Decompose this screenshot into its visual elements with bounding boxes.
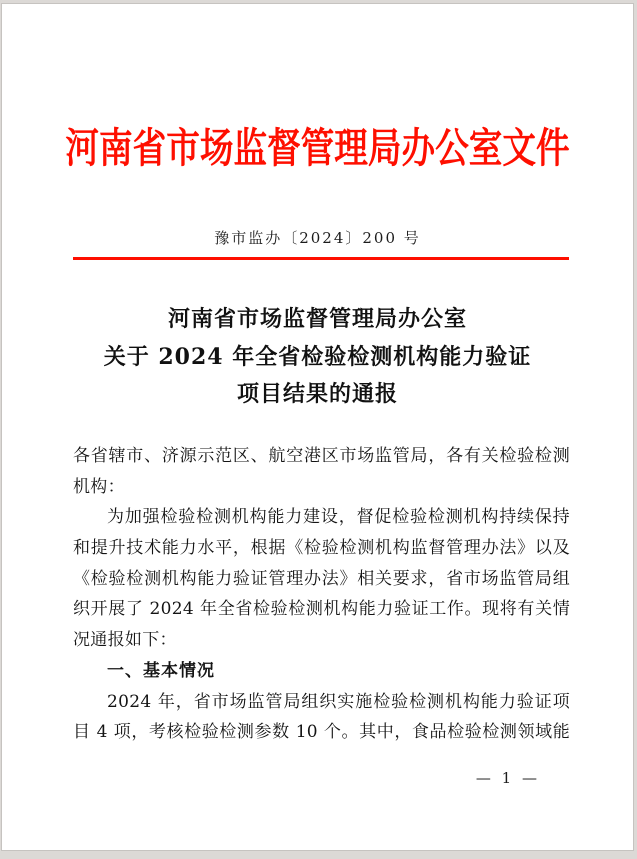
document-body bbox=[73, 441, 570, 748]
body-line: 目 4 项，考核检验检测参数 10 个。其中，食品检验检测领域能 bbox=[73, 722, 570, 743]
body-line: 机构： bbox=[73, 476, 125, 497]
body-line: 《检验检测机构能力验证管理办法》相关要求，省市场监管局组 bbox=[73, 568, 570, 589]
document-title bbox=[2, 301, 633, 414]
title-line: 项目结果的通报 bbox=[236, 381, 398, 407]
title-line: 关于 2024 年全省检验检测机构能力验证 bbox=[103, 343, 532, 370]
body-line: 和提升技术能力水平，根据《检验检测机构监督管理办法》以及 bbox=[73, 538, 570, 559]
letterhead-title: 河南省市场监督管理局办公室文件 bbox=[65, 124, 570, 172]
body-line: 为加强检验检测机构能力建设，督促检验检测机构持续保持 bbox=[107, 507, 570, 528]
letterhead-divider-line bbox=[73, 257, 569, 260]
section-heading: 一、基本情况 bbox=[107, 660, 215, 681]
title-line: 河南省市场监督管理局办公室 bbox=[167, 306, 467, 332]
page-bottom-gutter bbox=[0, 852, 637, 859]
page-number: — 1 — bbox=[475, 769, 540, 787]
document-number: 豫市监办〔2024〕200 号 bbox=[214, 229, 421, 247]
body-line: 各省辖市、济源示范区、航空港区市场监管局，各有关检验检测 bbox=[73, 446, 570, 466]
body-line: 2024 年，省市场监管局组织实施检验检测机构能力验证项 bbox=[107, 691, 570, 712]
document-page bbox=[1, 3, 634, 851]
body-line: 织开展了 2024 年全省检验检测机构能力验证工作。现将有关情 bbox=[73, 599, 570, 620]
body-line: 况通报如下： bbox=[73, 630, 177, 651]
